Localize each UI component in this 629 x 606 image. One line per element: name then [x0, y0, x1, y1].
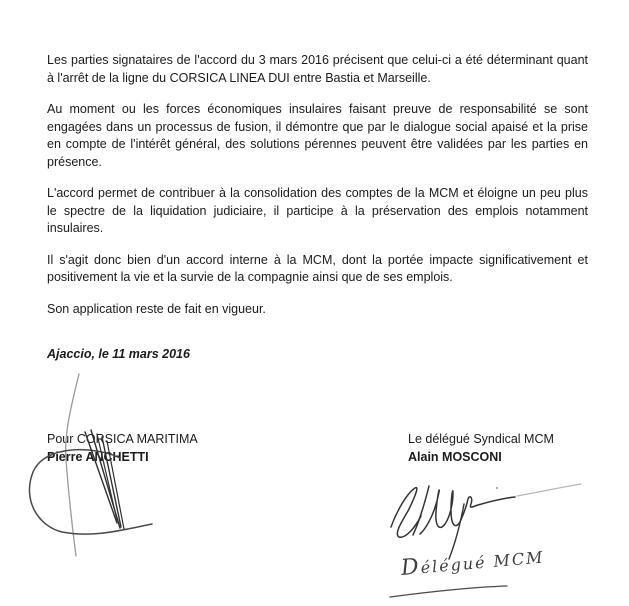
signature-right-tall-stroke — [413, 486, 429, 535]
signature-right-dash-stroke — [460, 497, 515, 522]
signature-left-name: Pierre ANCHETTI — [47, 450, 149, 464]
handwritten-note: Délégué MCM — [399, 547, 546, 581]
document-body — [47, 52, 588, 332]
signature-right-name: Alain MOSCONI — [408, 450, 502, 464]
paragraph-1: Les parties signataires de l'accord du 3 mars 2016 précisent que celui-ci a été déterminant quant à l'arrêt de la ligne du CORSICA LINEA DUI entre Bastia et Marseille. — [47, 53, 588, 85]
signature-right-loops-stroke — [420, 490, 460, 534]
signature-right-underline — [390, 586, 507, 597]
signature-right-initial-stroke — [391, 488, 421, 538]
paragraph-2: Au moment ou les forces économiques insulaires faisant preuve de responsabilité se sont engagées dans un processus de fusion, il démontre que par le dialogue social apaisé et la prise en compte de l'intérêt général, des solutions pérennes peuvent être validées par les parties en présence. — [47, 102, 588, 169]
signature-right-faint-dash — [517, 484, 581, 496]
paragraph-5: Son application reste de fait en vigueur. — [47, 301, 266, 316]
signature-scribble-right — [390, 484, 581, 597]
signature-left-role: Pour CORSICA MARITIMA — [47, 432, 198, 446]
paragraph-4: Il s'agit donc bien d'un accord interne à la MCM, dont la portée impacte significativement et positivement la vie et la survie de la compagnie ainsi que de ses emplois. — [47, 252, 588, 284]
signature-right-role: Le délégué Syndical MCM — [408, 432, 554, 446]
dateline: Ajaccio, le 11 mars 2016 — [47, 347, 190, 361]
paragraph-3: L'accord permet de contribuer à la consolidation des comptes de la MCM et éloigne un peu plus le spectre de la liquidation judiciaire, il participe à la préservation des emplois notamment insulaires. — [47, 186, 588, 235]
signature-block-left — [47, 430, 198, 466]
signature-right-ink-dot — [496, 487, 498, 489]
signature-block-right — [408, 430, 554, 466]
